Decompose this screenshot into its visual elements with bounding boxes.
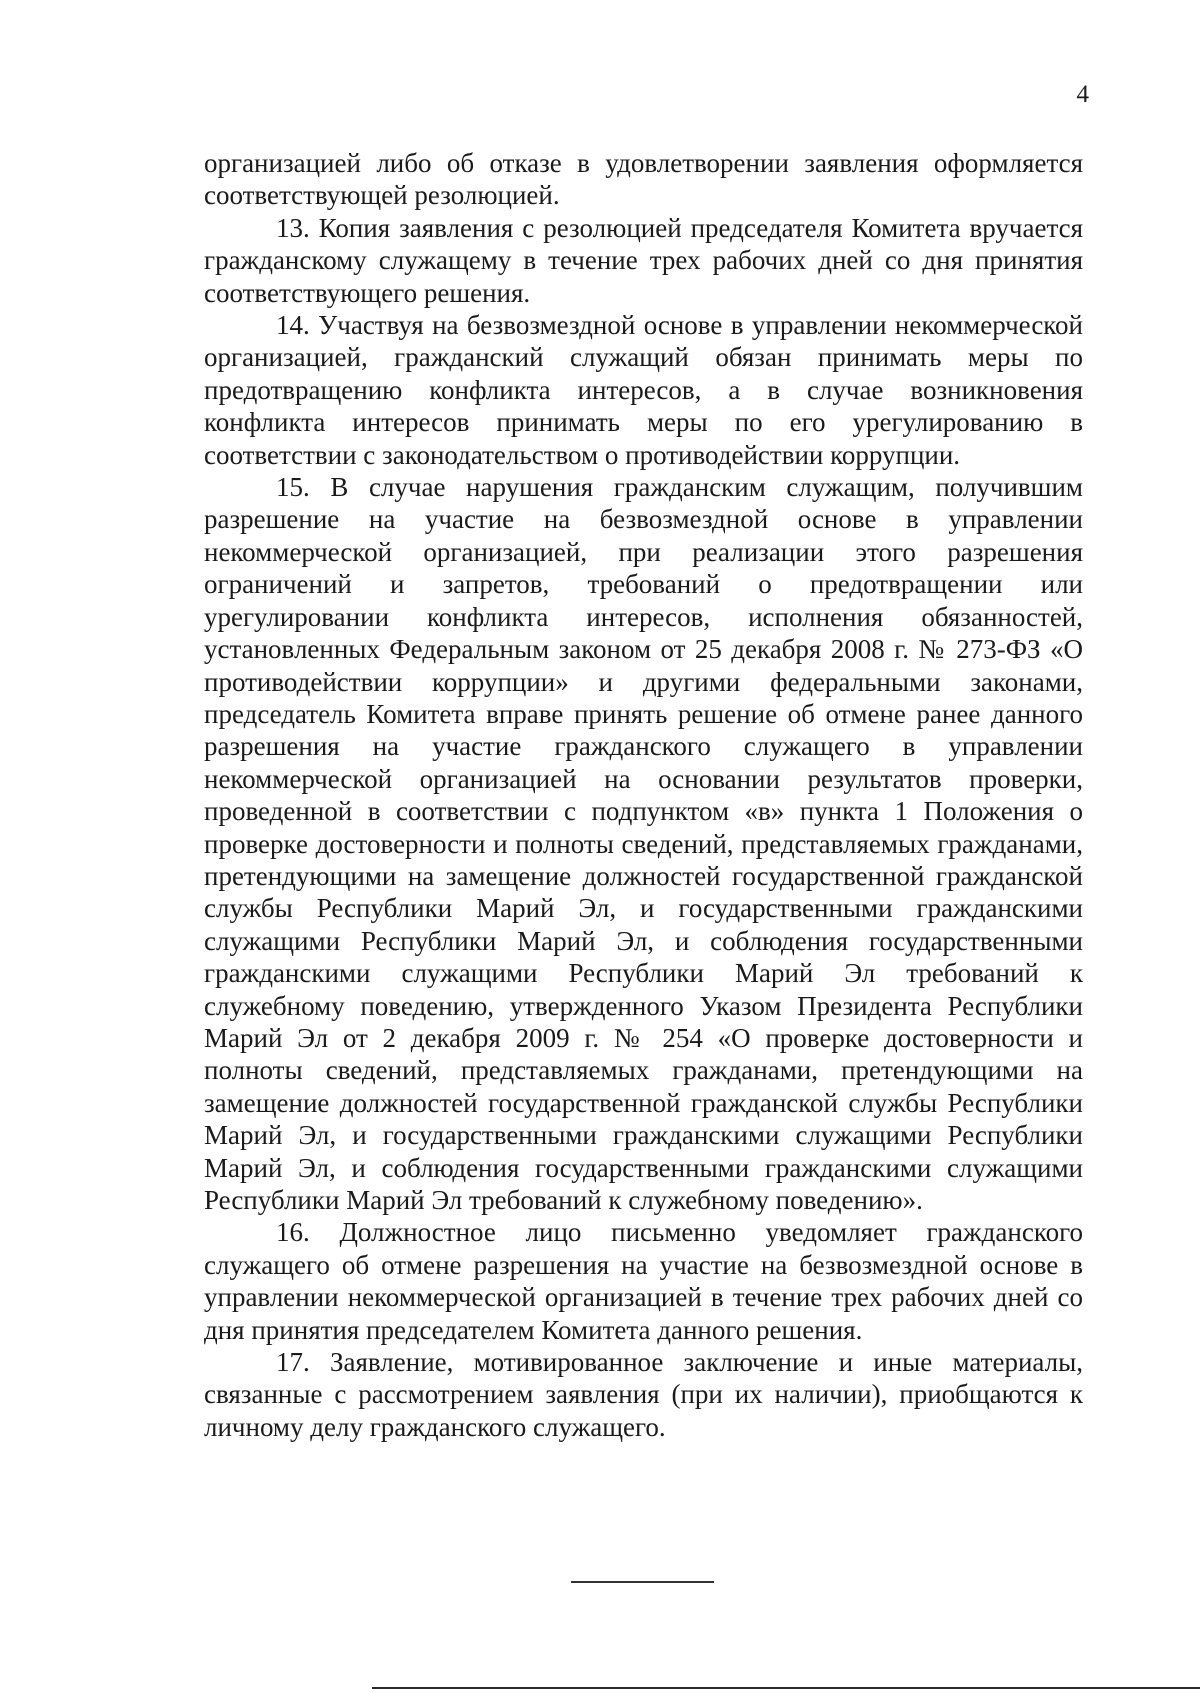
paragraph-14: 14. Участвуя на безвозмездной основе в управлении некоммерческой организацией, гражданский служащий обязан принимать меры по предотвращению конфликта интересов, а в случае возникновения конфликта интересов принимать меры по его урегулированию в соответствии с законодательством о противодействии коррупции. [204,310,1083,470]
scan-edge-line [372,1687,1200,1689]
end-of-document-rule [571,1581,714,1583]
paragraph-15: 15. В случае нарушения гражданским служащим, получившим разрешение на участие на безвозмездной основе в управлении некоммерческой организацией, при реализации этого разрешения ограничений и запретов, требований о предотвращении или урегулировании конфликта интересов, исполнения обязанностей, установленных Федеральным законом от 25 декабря 2008 г. № 273-ФЗ «О противодействии коррупции» и другими федеральными законами, председатель Комитета вправе принять решение об отмене ранее данного разрешения на участие гражданского служащего в управлении некоммерческой организацией на основании результатов проверки, проведенной в соответствии с подпунктом «в» пункта 1 Положения о проверке достоверности и полноты сведений, представляемых гражданами, претендующими на замещение должностей государственной гражданской службы Республики Марий Эл, и государственными гражданскими служащими Республики Марий Эл, и соблюдения государственными гражданскими служащими Республики Марий Эл требований к служебному поведению, утвержденного Указом Президента Республики Марий Эл от 2 декабря 2009 г. № 254 «О проверке достоверности и полноты сведений, представляемых гражданами, претендующими на замещение должностей государственной гражданской службы Республики Марий Эл, и государственными гражданскими служащими Республики Марий Эл, и соблюдения государственными гражданскими служащими Республики Марий Эл требований к служебному поведению». [204,472,1083,1215]
paragraph-continuation: организацией либо об отказе в удовлетворении заявления оформляется соответствующей резолюцией. [204,148,1083,211]
paragraph-16: 16. Должностное лицо письменно уведомляет гражданского служащего об отмене разрешения на участие на безвозмездной основе в управлении некоммерческой организацией в течение трех рабочих дней со дня принятия председателем Комитета данного решения. [204,1217,1083,1345]
paragraph-13: 13. Копия заявления с резолюцией председателя Комитета вручается гражданскому служащему в течение трех рабочих дней со дня принятия соответствующего решения. [204,212,1083,308]
page-number: 4 [1076,81,1089,108]
paragraph-17: 17. Заявление, мотивированное заключение и иные материалы, связанные с рассмотрением заявления (при их наличии), приобщаются к личному делу гражданского служащего. [204,1347,1083,1442]
document-body [204,147,1083,1443]
